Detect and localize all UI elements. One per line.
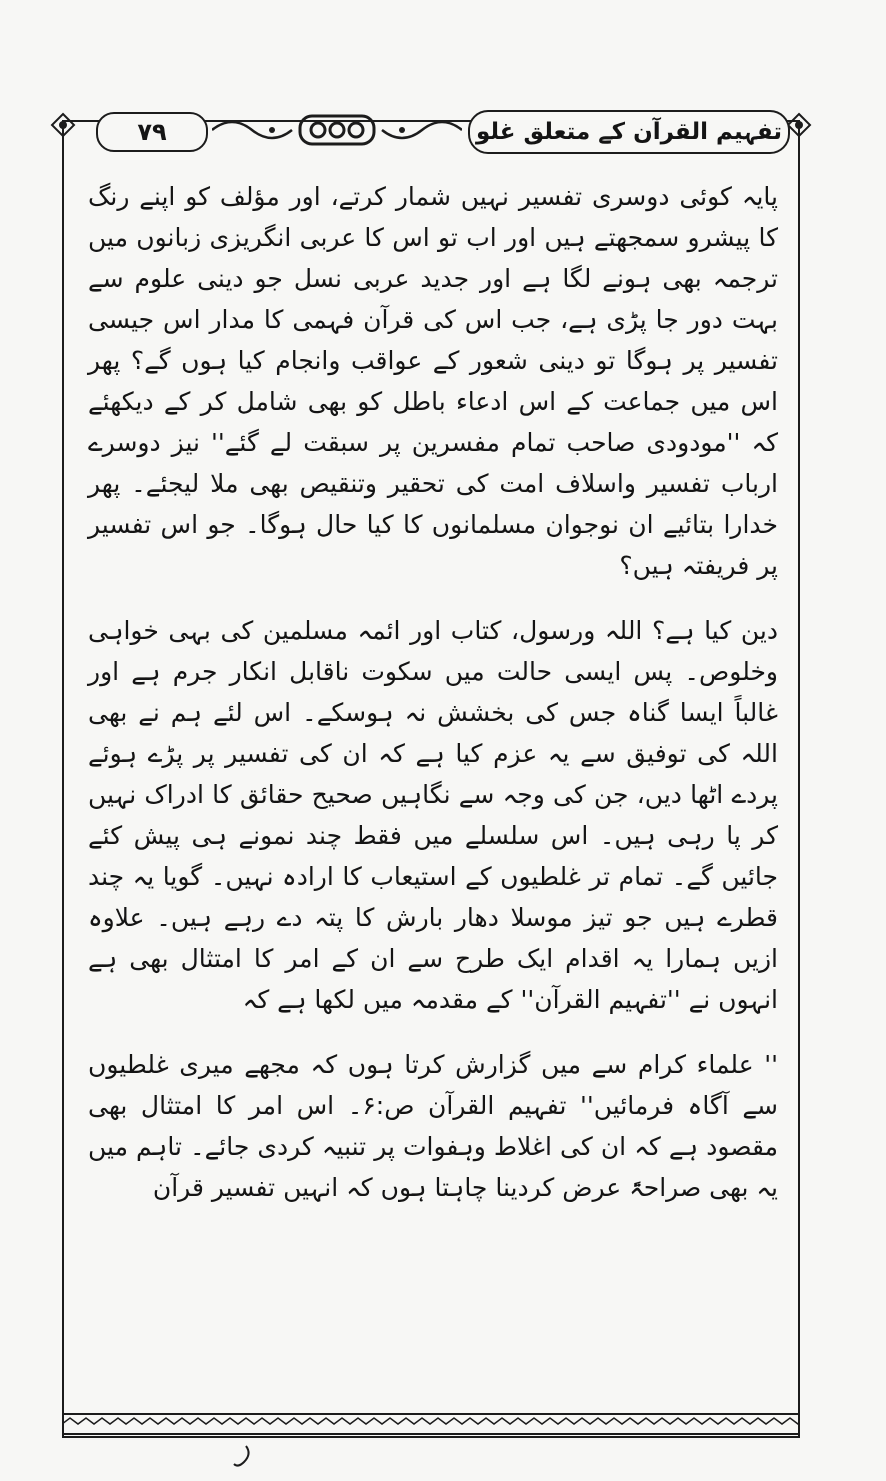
header-ornament-icon — [212, 110, 462, 150]
page-number: ۷۹ — [96, 112, 208, 152]
bottom-border-ornament — [62, 1410, 800, 1438]
running-title: تفہیم القرآن کے متعلق غلو — [468, 110, 790, 154]
margin-mark-icon — [232, 1444, 254, 1470]
quoted-paragraph: '' علماء کرام سے میں گزارش کرتا ہوں کہ مجھے میری غلطیوں سے آگاہ فرمائیں'' تفہیم القرآن ص:۶۔ اس امر کا امتثال بھی مقصود ہے کہ ان کی اغلاط وہفوات پر تنبیہ کردی جائے۔ تاہم میں یہ بھی صراحۃً عرض کردینا چاہتا ہوں کہ انہیں تفسیر قرآن — [88, 1050, 778, 1202]
page-header — [48, 108, 816, 154]
paragraph: پایہ کوئی دوسری تفسیر نہیں شمار کرتے، اور مؤلف کو اپنے رنگ کا پیشرو سمجھتے ہیں اور اب تو اس کا عربی انگریزی زبانوں میں ترجمہ بھی ہونے لگا ہے اور جدید عربی نسل جو دینی علوم سے بہت دور جا پڑی ہے، جب اس کی قرآن فہمی کا مدار اس جیسی تفسیر پر ہوگا تو دینی شعور کے عواقب وانجام کیا ہوں گے؟ پھر اس میں جماعت کے اس ادعاء باطل کو بھی شامل کر کے دیکھئے کہ ''مودودی صاحب تمام مفسرین پر سبقت لے گئے'' نیز دوسرے ارباب تفسیر واسلاف امت کی تحقیر وتنقیص بھی ملا لیجئے۔ پھر خدارا بتائیے ان نوجوان مسلمانوں کا کیا حال ہوگا۔ جو اس تفسیر پر فریفتہ ہیں؟ — [88, 182, 778, 580]
page-body — [88, 176, 778, 1208]
paragraph: دین کیا ہے؟ اللہ ورسول، کتاب اور ائمہ مسلمین کی بہی خواہی وخلوص۔ پس ایسی حالت میں سکوت ناقابل انکار جرم ہے اور غالباً ایسا گناہ جس کی بخشش نہ ہوسکے۔ اس لئے ہم نے بھی اللہ کی توفیق سے یہ عزم کیا ہے کہ ان کی تفسیر پر پڑے ہوئے پردے اٹھا دیں، جن کی وجہ سے نگاہیں صحیح حقائق کا ادراک نہیں کر پا رہی ہیں۔ اس سلسلے میں فقط چند نمونے ہی پیش کئے جائیں گے۔ تمام تر غلطیوں کے استیعاب کا ارادہ نہیں۔ گویا یہ چند قطرے ہیں جو تیز موسلا دھار بارش کا پتہ دے رہے ہیں۔ علاوہ ازیں ہمارا یہ اقدام ایک طرح سے ان کے امر کا امتثال بھی ہے انہوں نے ''تفہیم القرآن'' کے مقدمہ میں لکھا ہے کہ — [88, 616, 778, 1014]
